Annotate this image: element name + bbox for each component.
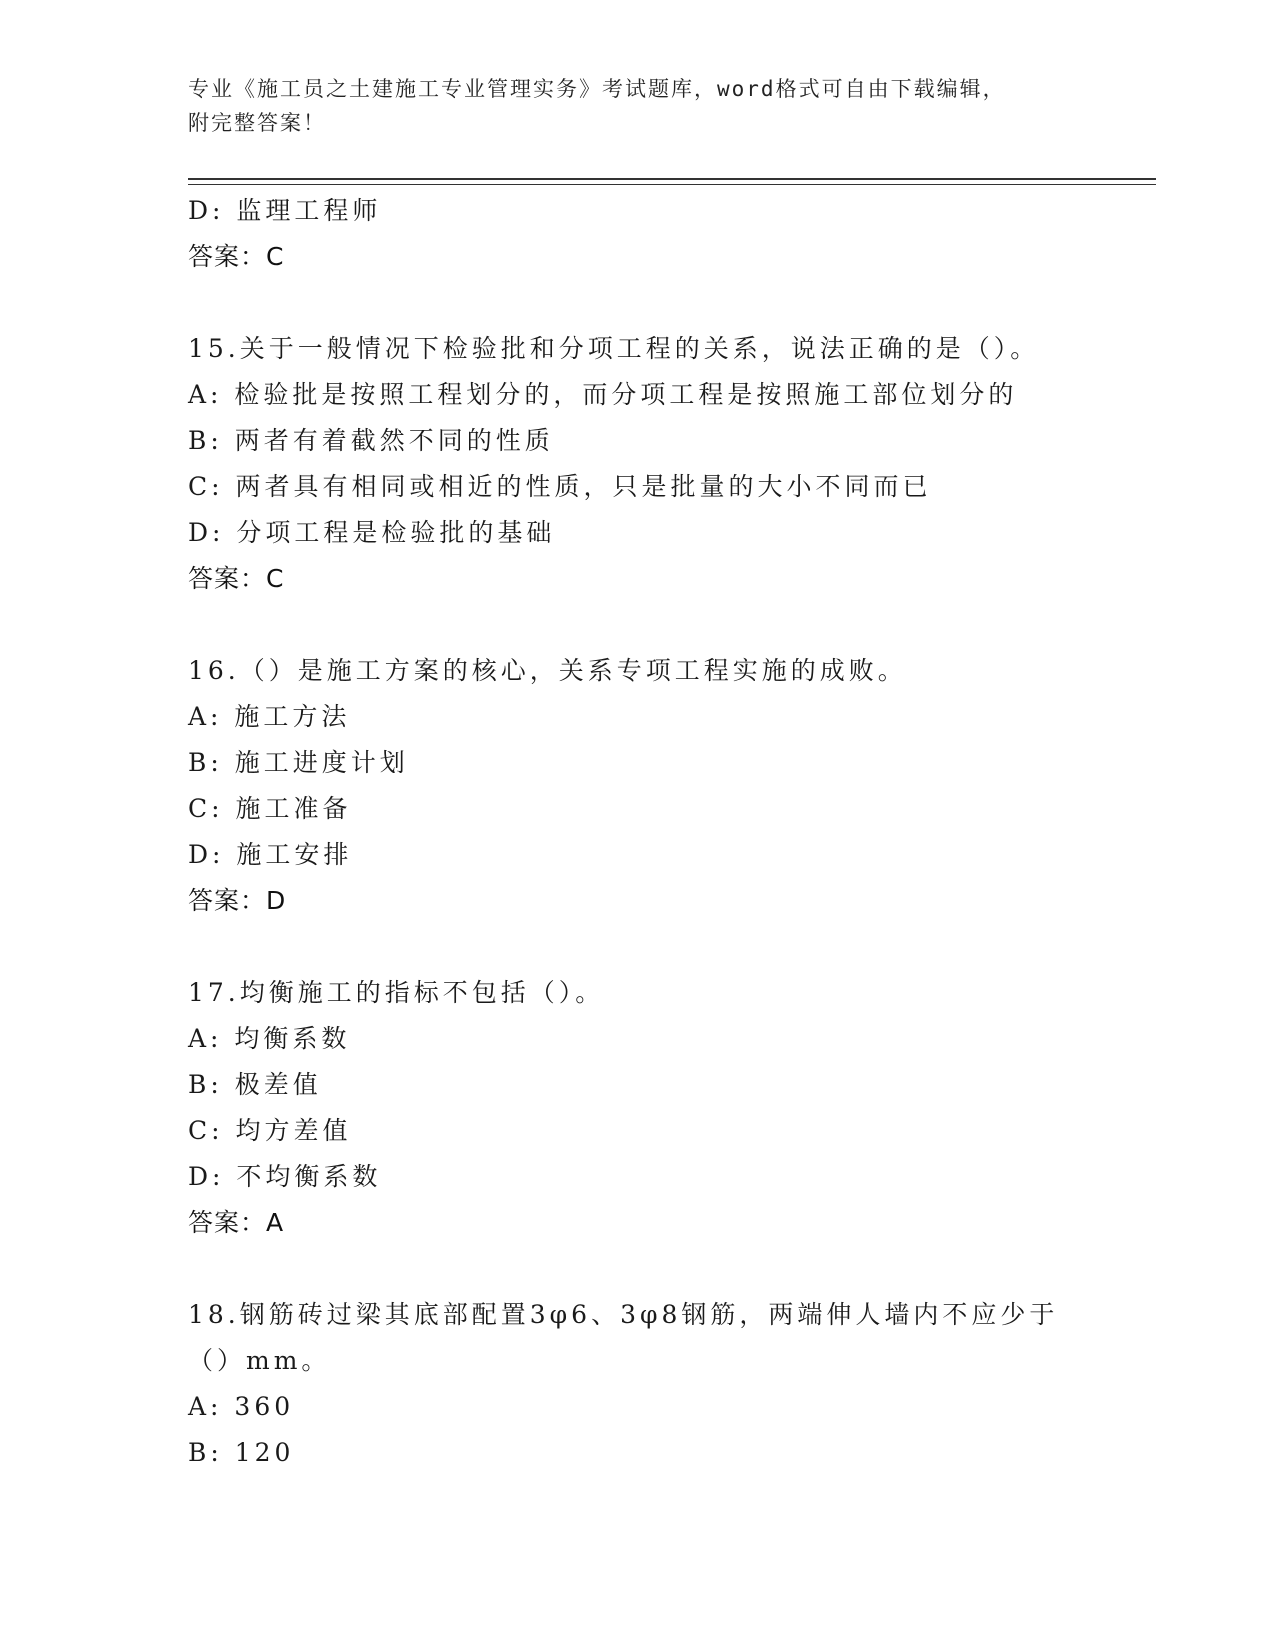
spacer: [188, 1246, 1088, 1292]
answer-line: 答案：C: [188, 242, 285, 271]
header-line-1: 专业《施工员之土建施工专业管理实务》考试题库，word格式可自由下载编辑，: [188, 77, 1006, 101]
question-title: 18.钢筋砖过梁其底部配置3φ6、3φ8钢筋，两端伸人墙内不应少于: [188, 1300, 1059, 1329]
question-title: 15.关于一般情况下检验批和分项工程的关系，说法正确的是（）。: [188, 334, 1040, 363]
header-line-2: 附完整答案！: [188, 111, 326, 135]
option-a: A: 检验批是按照工程划分的，而分项工程是按照施工部位划分的: [188, 380, 1018, 409]
question-title: 16.（）是施工方案的核心，关系专项工程实施的成败。: [188, 656, 907, 685]
option-c: C: 均方差值: [188, 1116, 352, 1145]
question-17: [188, 970, 1088, 1246]
option-d: D: 监理工程师: [188, 196, 382, 225]
spacer: [188, 602, 1088, 648]
option-d: D: 分项工程是检验批的基础: [188, 518, 556, 547]
option-d: D: 不均衡系数: [188, 1162, 382, 1191]
question-16: [188, 648, 1088, 924]
option-a: A: 均衡系数: [188, 1024, 351, 1053]
option-b: B: 施工进度计划: [188, 748, 409, 777]
answer-line: 答案：C: [188, 564, 285, 593]
option-b: B: 120: [188, 1438, 295, 1467]
option-c: C: 两者具有相同或相近的性质，只是批量的大小不同而已: [188, 472, 932, 501]
option-a: A: 施工方法: [188, 702, 351, 731]
header-divider-top: [188, 178, 1156, 180]
answer-line: 答案：D: [188, 886, 287, 915]
option-b: B: 极差值: [188, 1070, 322, 1099]
header-divider-bottom: [188, 184, 1156, 185]
document-header: [188, 72, 1068, 140]
option-a: A: 360: [188, 1392, 295, 1421]
spacer: [188, 280, 1088, 326]
answer-line: 答案：A: [188, 1208, 285, 1237]
question-title-continued: （）mm。: [188, 1346, 331, 1375]
question-title: 17.均衡施工的指标不包括（）。: [188, 978, 605, 1007]
question-18: [188, 1292, 1088, 1476]
previous-question-tail: [188, 188, 1088, 280]
spacer: [188, 924, 1088, 970]
question-list: [188, 188, 1088, 1476]
option-c: C: 施工准备: [188, 794, 352, 823]
option-d: D: 施工安排: [188, 840, 353, 869]
question-15: [188, 326, 1088, 602]
option-b: B: 两者有着截然不同的性质: [188, 426, 554, 455]
